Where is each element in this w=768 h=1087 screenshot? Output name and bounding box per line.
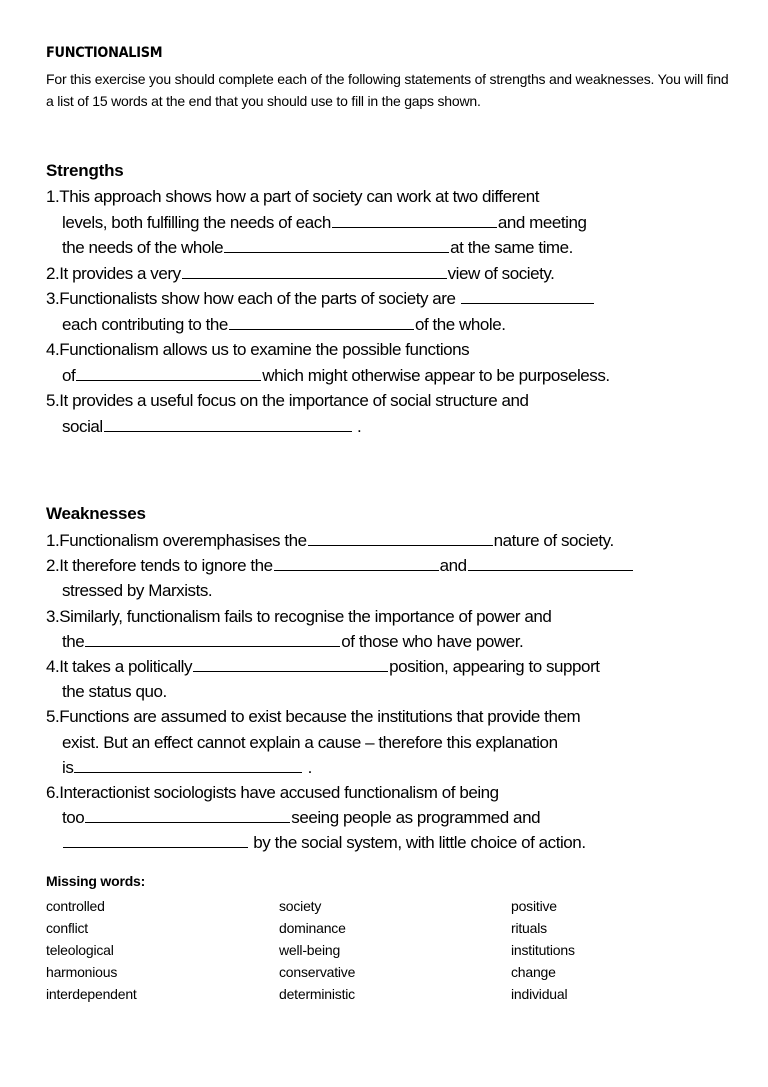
fill-in-blank: [193, 656, 388, 672]
weaknesses-heading: Weaknesses: [46, 504, 146, 523]
strengths-line: [62, 416, 361, 438]
statement-text: stressed by Marxists.: [62, 581, 213, 601]
fill-in-blank: [182, 263, 447, 279]
statement-text: 3.Functionalists show how each of the parts of society are: [46, 289, 460, 308]
weaknesses-line: [62, 580, 212, 602]
missing-word: conflict: [46, 920, 88, 936]
fill-in-blank: [332, 212, 497, 228]
statement-text: is: [62, 757, 74, 777]
instructions-paragraph: For this exercise you should complete each of the following statements of strengths and weaknesses. You will find a list of 15 words at the end that you should use to fill in the gaps shown.: [46, 71, 729, 109]
statement-text: 3.Similarly, functionalism fails to recognise the importance of power and: [46, 606, 552, 626]
missing-words-column-1: [46, 895, 137, 1005]
strengths-line: [62, 365, 610, 387]
strengths-line: [62, 314, 506, 336]
missing-word: positive: [511, 898, 557, 914]
weaknesses-line: [62, 757, 312, 779]
statement-text: 4.Functionalism allows us to examine the possible functions: [46, 340, 470, 359]
weaknesses-line: [62, 807, 540, 829]
weaknesses-line: [46, 555, 634, 577]
fill-in-blank: [76, 365, 261, 381]
weaknesses-line: [46, 530, 614, 552]
statement-text: which might otherwise appear to be purposeless.: [262, 365, 610, 385]
fill-in-blank: [468, 555, 633, 571]
weaknesses-line: [46, 656, 600, 678]
statement-text: too: [62, 808, 85, 828]
statement-text: by the social system, with little choice of action.: [249, 833, 586, 853]
statement-text: exist. But an effect cannot explain a cause – therefore this explanation: [62, 732, 558, 752]
missing-words-column-3: [511, 895, 575, 1005]
missing-word: harmonious: [46, 964, 118, 980]
strengths-heading: Strengths: [46, 161, 124, 180]
statement-text: 6.Interactionist sociologists have accused functionalism of being: [46, 783, 499, 802]
statement-text: 5.It provides a useful focus on the importance of social structure and: [46, 391, 529, 410]
weaknesses-line: [46, 782, 499, 804]
statement-text: levels, both fulfilling the needs of each: [62, 212, 331, 232]
statement-text: 2.It therefore tends to ignore the: [46, 556, 273, 576]
missing-word: dominance: [279, 920, 346, 936]
statement-text: 1.This approach shows how a part of society can work at two different: [46, 187, 540, 206]
statement-text: 2.It provides a very: [46, 263, 181, 283]
weaknesses-line: [62, 832, 586, 854]
fill-in-blank: [104, 416, 352, 432]
fill-in-blank: [461, 288, 594, 304]
fill-in-blank: [224, 237, 449, 253]
statement-text: at the same time.: [450, 238, 573, 257]
weaknesses-line: [62, 681, 167, 703]
fill-in-blank: [308, 530, 493, 546]
missing-word: interdependent: [46, 986, 137, 1002]
weaknesses-line: [62, 732, 558, 754]
statement-text: nature of society.: [493, 531, 614, 550]
fill-in-blank: [85, 631, 340, 647]
statement-text: .: [303, 757, 312, 777]
statement-text: 1.Functionalism overemphasises the: [46, 531, 307, 550]
document-title: FUNCTIONALISM: [46, 45, 163, 61]
fill-in-blank: [74, 757, 302, 773]
strengths-line: [62, 237, 573, 259]
missing-words-column-2: [279, 895, 355, 1005]
strengths-line: [62, 212, 586, 234]
missing-word: institutions: [511, 942, 575, 958]
fill-in-blank: [63, 832, 248, 848]
statement-text: position, appearing to support: [389, 657, 600, 676]
weaknesses-line: [62, 631, 523, 653]
missing-word: rituals: [511, 920, 547, 936]
statement-text: the status quo.: [62, 682, 167, 702]
statement-text: each contributing to the: [62, 314, 228, 334]
missing-words-heading: Missing words:: [46, 873, 146, 889]
missing-word: society: [279, 898, 322, 914]
weaknesses-line: [46, 606, 551, 628]
statement-text: .: [352, 416, 362, 436]
missing-word: conservative: [279, 964, 356, 980]
missing-word: change: [511, 964, 556, 980]
missing-word: well-being: [279, 942, 341, 958]
fill-in-blank: [229, 314, 414, 330]
statement-text: and meeting: [497, 212, 587, 232]
strengths-line: [46, 339, 469, 361]
strengths-line: [46, 288, 595, 310]
weaknesses-line: [46, 706, 580, 728]
statement-text: the needs of the whole: [62, 238, 224, 257]
statement-text: view of society.: [447, 263, 555, 283]
missing-word: controlled: [46, 898, 105, 914]
statement-text: 4.It takes a politically: [46, 657, 193, 676]
missing-word: deterministic: [279, 986, 355, 1002]
statement-text: seeing people as programmed and: [291, 808, 541, 828]
statement-text: of the whole.: [414, 314, 506, 334]
statement-text: 5.Functions are assumed to exist because the institutions that provide them: [46, 707, 581, 727]
missing-word: teleological: [46, 942, 114, 958]
missing-word: individual: [511, 986, 568, 1002]
statement-text: the: [62, 631, 85, 651]
fill-in-blank: [274, 555, 439, 571]
statement-text: of: [62, 365, 76, 385]
fill-in-blank: [85, 807, 290, 823]
strengths-line: [46, 390, 529, 412]
statement-text: of those who have power.: [341, 631, 524, 651]
strengths-line: [46, 263, 554, 285]
strengths-line: [46, 186, 539, 208]
statement-text: social: [62, 416, 103, 436]
statement-text: and: [439, 556, 467, 576]
